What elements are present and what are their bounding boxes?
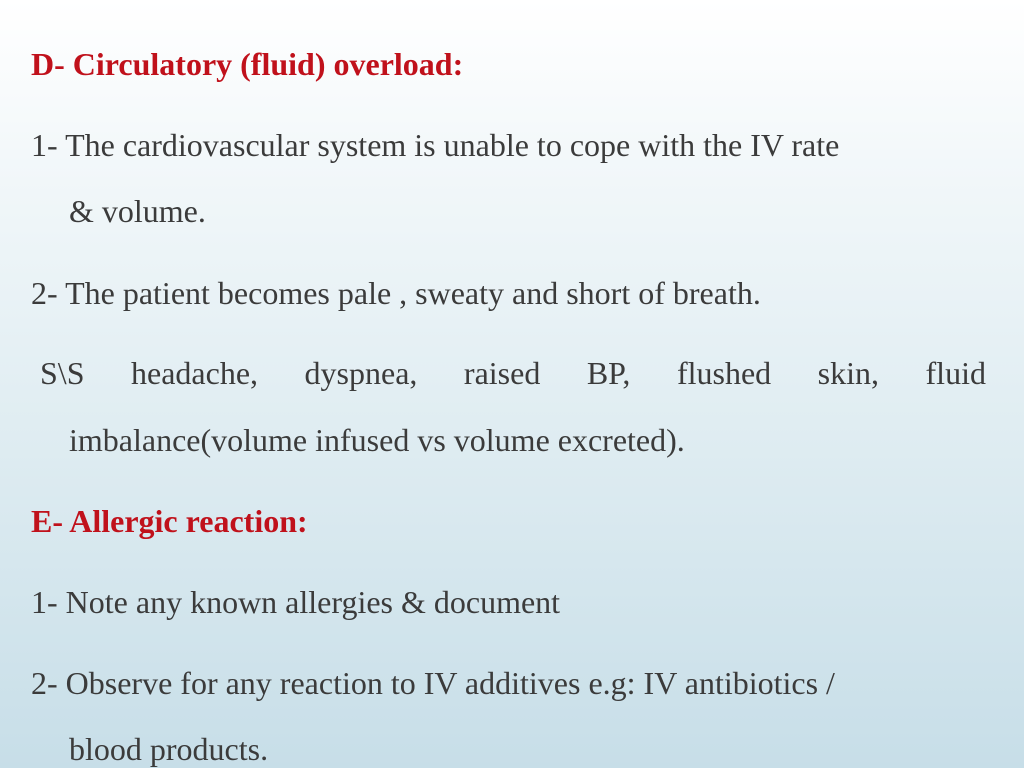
- ss-word: dyspnea,: [304, 355, 418, 391]
- ss-word: BP,: [586, 355, 631, 391]
- section-d-item1-line2: & volume.: [69, 193, 206, 229]
- section-d-item2: 2- The patient becomes pale , sweaty and short of breath.: [31, 275, 761, 311]
- section-e-item2-line1: 2- Observe for any reaction to IV additives e.g: IV antibiotics /: [31, 665, 835, 701]
- section-d-heading: D- Circulatory (fluid) overload:: [31, 46, 464, 82]
- section-d-item1-line1: 1- The cardiovascular system is unable to cope with the IV rate: [31, 127, 840, 163]
- ss-word: S\S: [40, 355, 85, 391]
- signs-symptoms-line1: [40, 353, 986, 393]
- ss-word: skin,: [817, 355, 879, 391]
- ss-word: raised: [463, 355, 541, 391]
- ss-word: headache,: [131, 355, 259, 391]
- signs-symptoms-line2: imbalance(volume infused vs volume excreted).: [69, 422, 685, 458]
- section-e-heading: E- Allergic reaction:: [31, 503, 308, 539]
- section-e-item1: 1- Note any known allergies & document: [31, 584, 561, 620]
- ss-word: flushed: [676, 355, 772, 391]
- ss-word: fluid: [925, 355, 986, 391]
- section-e-item2-line2: blood products.: [69, 731, 269, 767]
